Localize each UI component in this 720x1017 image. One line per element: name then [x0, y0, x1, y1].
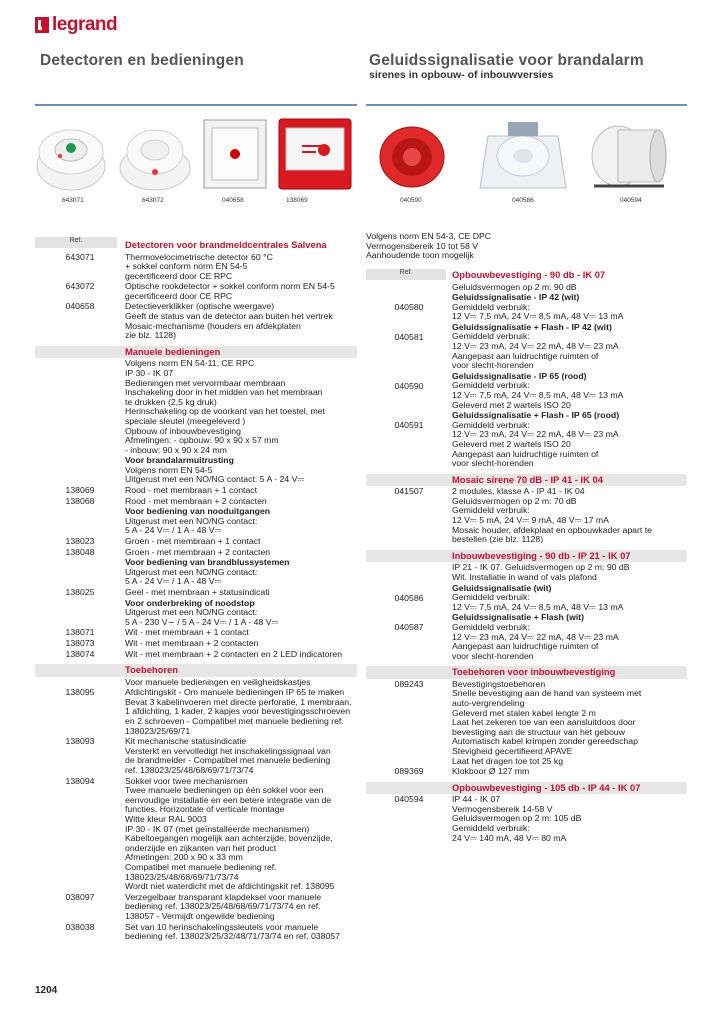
- product-description: 2 modules, klasse A - IP 41 - IK 04 Geluidsvermogen op 2 m: 70 dB Gemiddeld verbruik: 12 V⎓ 5 mA, 24 V⎓ 9 mA, 48 V⎓ 17 mA Mosaic houder, afdekplaat en opbouwkader apart te bestellen (zie blz. 1128): [452, 486, 652, 545]
- section-ref-spacer: [366, 269, 452, 282]
- product-row: [35, 599, 357, 628]
- product-description-block: [452, 293, 687, 322]
- product-description: Wit - met membraan + 2 contacten: [125, 637, 259, 648]
- image-caption: 643072: [142, 197, 164, 204]
- product-description-block: [452, 795, 687, 843]
- product-description: Gemiddeld verbruik: 12 V⎓ 23 mA, 24 V⎓ 22 mA, 48 V⎓ 23 mA Aangepast aan luidruchtige ruimten of voor slecht-horenden: [452, 331, 619, 371]
- product-row: [35, 456, 357, 485]
- product-description-block: [125, 486, 357, 496]
- product-ref: 038038: [65, 921, 95, 932]
- product-description-block: [125, 548, 357, 558]
- product-ref: [35, 558, 125, 587]
- legrand-logo-icon: [35, 17, 49, 33]
- product-subheading: Voor onderbreking of noodstop: [125, 597, 255, 608]
- product-ref: 643072: [65, 281, 95, 292]
- product-ref: 040581: [394, 331, 424, 342]
- product-ref: 038097: [65, 891, 95, 902]
- product-subheading: Voor bediening van nooduitgangen: [125, 506, 271, 517]
- product-description: Wit - met membraan + 2 contacten en 2 LED indicatoren: [125, 648, 343, 659]
- section-header: [366, 666, 687, 679]
- section-title: Inbouwbevestiging - 90 db - IP 21 - IK 07: [452, 549, 631, 561]
- recessed-siren-image: [478, 118, 568, 192]
- product-description-block: [452, 487, 687, 545]
- product-row: [366, 563, 687, 582]
- product-row: [366, 283, 687, 293]
- product-row: [35, 628, 357, 638]
- ref-label: Ref.: [69, 237, 83, 244]
- section-ref-spacer: [366, 666, 452, 679]
- left-page-title: Detectoren en bedieningen: [40, 52, 244, 69]
- product-description: Afdichtingskit - Om manuele bedieningen IP 65 te maken Bevat 3 kabelinvoeren met directe perforatie, 1 membraan, 1 afdichting, 1 kader, 2 kapjes voor bevestigingsschroeven en 2 schroeven - Compatibel met manuele bediening ref. 138023/25/69/71: [125, 687, 352, 736]
- product-description-block: [125, 588, 357, 598]
- product-description-block: [125, 688, 357, 736]
- product-description: IP 44 - IK 07 Vermogensbereik 14-58 V Geluidsvermogen op 2 m: 105 dB Gemiddeld verbruik: 24 V⎓ 140 mA, 48 V⎓ 80 mA: [452, 794, 582, 843]
- product-row: [35, 548, 357, 558]
- product-description-block: [452, 372, 687, 410]
- product-description-block: [452, 563, 687, 582]
- right-title-rule: [366, 104, 687, 106]
- product-row: [366, 795, 687, 843]
- product-row: [35, 688, 357, 736]
- image-caption: 040594: [620, 197, 642, 204]
- section-title: Mosaic sirene 70 dB - IP 41 - IK 04: [452, 473, 603, 485]
- product-row: [35, 678, 357, 688]
- product-description: Bevestigingstoebehoren Snelle bevestiging aan de hand van systeem met auto-vergrendeling Geleverd met stalen kabel lengte 2 m Laat het zekeren toe van een aansluitdoos door bevestiging aan de structuur van het gebouw Automatisch kabel krimpen zonder gereedschap Stevigheid gecertifieerd APAVE Laat het dragen toe tot 25 kg: [452, 678, 642, 766]
- product-ref: 138074: [65, 648, 95, 659]
- product-description: IP 21 - IK 07. Geluidsvermogen op 2 m: 90 dB Wit. Installatie in wand of vals plafond: [452, 562, 630, 582]
- left-product-table: [35, 236, 357, 942]
- product-row: [366, 584, 687, 613]
- section-header: [366, 782, 687, 795]
- product-row: [366, 323, 687, 371]
- right-page-title: Geluidssignalisatie voor brandalarm: [369, 52, 644, 69]
- product-description: Uitgerust met een NO/NG contact: 5 A - 230 V∼ / 5 A - 24 V⎓ / 1 A - 48 V⎓: [125, 607, 279, 627]
- legrand-logo: [35, 14, 117, 36]
- product-description: Detectieverklikker (optische weergave) Geeft de status van de detector aan buiten het vertrek Mosaic-mechanisme (houders en afdekplaten zie blz. 1128): [125, 301, 333, 341]
- product-row: [366, 680, 687, 766]
- product-ref: 040580: [394, 302, 424, 313]
- product-description-block: [125, 507, 357, 536]
- product-row: [35, 507, 357, 536]
- product-description: Volgens norm EN 54-5 Uitgerust met een NO/NG contact: 5 A - 24 V⎓: [125, 464, 305, 485]
- product-row: [35, 282, 357, 301]
- product-description-block: [452, 613, 687, 661]
- image-caption: 138069: [286, 197, 308, 204]
- product-row: [366, 487, 687, 545]
- product-subheading: Geluidssignalisatie (wit): [452, 582, 552, 593]
- product-description: Gemiddeld verbruik: 12 V⎓ 7,5 mA, 24 V⎓ 8,5 mA, 48 V⎓ 13 mA: [452, 592, 624, 612]
- product-description-block: [452, 283, 687, 293]
- product-subheading: Geluidssignalisatie + Flash - IP 42 (wit): [452, 321, 612, 332]
- image-caption: 040586: [512, 197, 534, 204]
- section-header: [35, 239, 357, 252]
- image-caption: 040590: [400, 197, 422, 204]
- image-caption: 643071: [62, 197, 84, 204]
- section-header: [366, 269, 687, 282]
- product-description-block: [125, 737, 357, 775]
- product-description: Rood - met membraan + 1 contact: [125, 485, 258, 496]
- product-description-block: [125, 777, 357, 892]
- product-row: [35, 923, 357, 942]
- product-ref: 138093: [65, 736, 95, 747]
- manual-call-point-image: [276, 116, 356, 192]
- product-row: [35, 253, 357, 282]
- product-description: Thermovelocimetrische detector 60 °C + sokkel conform norm EN 54-5 gecertificeerd door CE RPC: [125, 251, 273, 281]
- section-ref-spacer: [35, 346, 125, 359]
- product-description: Gemiddeld verbruik: 12 V⎓ 7,5 mA, 24 V⎓ 8,5 mA, 48 V⎓ 13 mA: [452, 301, 624, 322]
- product-ref: 138095: [65, 687, 95, 698]
- product-row: [35, 639, 357, 649]
- product-ref: [366, 563, 452, 582]
- product-description: Gemiddeld verbruik: 12 V⎓ 23 mA, 24 V⎓ 22 mA, 48 V⎓ 23 mA Geleverd met 2 wartels ISO 20 Aangepast aan luidruchtige ruimten of voor slecht-horenden: [452, 419, 619, 469]
- product-ref: 643071: [65, 251, 95, 262]
- section-title: Detectoren voor brandmeldcentrales Salvena: [125, 239, 327, 250]
- product-ref: 040591: [394, 420, 424, 431]
- product-description-block: [452, 584, 687, 613]
- product-ref: [35, 456, 125, 485]
- product-row: [35, 359, 357, 455]
- product-ref: 138069: [65, 485, 95, 496]
- product-row: [35, 588, 357, 598]
- product-row: [35, 302, 357, 340]
- section-header: [35, 664, 357, 677]
- product-ref: [35, 359, 125, 455]
- right-page-subtitle: sirenes in opbouw- of inbouwversies: [369, 69, 554, 81]
- section-title: Opbouwbevestiging - 90 db - IK 07: [452, 269, 606, 280]
- product-description: Gemiddeld verbruik: 12 V⎓ 23 mA, 24 V⎓ 22 mA, 48 V⎓ 23 mA Aangepast aan luidruchtige ruimten of voor slecht-horenden: [452, 621, 619, 661]
- product-row: [366, 767, 687, 777]
- section-ref-spacer: [366, 474, 452, 487]
- product-description: Groen - met membraan + 2 contacten: [125, 546, 271, 557]
- product-subheading: Geluidssignalisatie - IP 42 (wit): [452, 292, 580, 303]
- section-ref-spacer: [366, 550, 452, 563]
- product-description: Sokkel voor twee mechanismen Twee manuele bedieningen op één sokkel voor een eenvoudige installatie en een betere integratie van de functies. Horizontale of verticale montage Witte kleur RAL 9003 IP 30 - IK 07 (met geïnstalleerde mechanismen) Kabeltoegangen mogelijk aan achterzijde, bovenzijde, onderzijde en zijkanten van het product Afmetingen: 200 x 90 x 33 mm Compatibel met manuele bediening ref. 138023/25/48/68/69/71/73/74 Wordt niet waterdicht met de afdichtingskit ref. 138095: [125, 775, 335, 892]
- product-description: Voor manuele bedieningen en veiligheidskastjes: [125, 676, 311, 687]
- smoke-detector-image: [117, 124, 193, 194]
- product-ref: 040586: [394, 592, 424, 603]
- right-intro: [366, 232, 686, 261]
- product-ref: 041507: [394, 486, 424, 497]
- product-row: [35, 737, 357, 775]
- product-description-block: [452, 323, 687, 371]
- detection-indicator-image: [202, 118, 268, 190]
- section-header: [35, 346, 357, 359]
- product-row: [35, 650, 357, 660]
- product-description-block: [125, 678, 357, 688]
- red-siren-image: [377, 124, 447, 190]
- intro-line: Aanhoudende toon mogelijk: [366, 250, 474, 261]
- product-description-block: [452, 680, 687, 766]
- product-description-block: [125, 456, 357, 485]
- product-ref: 138068: [65, 495, 95, 506]
- product-subheading: Voor brandalarmuitrusting: [125, 455, 234, 466]
- product-ref: 040658: [65, 301, 95, 312]
- product-ref: 138094: [65, 775, 95, 786]
- product-description-block: [125, 497, 357, 507]
- product-ref: [366, 283, 452, 293]
- product-description: Volgens norm EN 54-11, CE RPC IP 30 - IK 07 Bedieningen met vervormbaar membraan Inschakeling door in het midden van het membraan te drukken (2,5 kg druk) Herinschakeling op de voorkant van het toestel, met speciale sleutel (meegeleverd ) Opbouw of inbouwbevestiging Afmetingen: - opbouw: 90 x 90 x 57 mm - inbouw: 90 x 90 x 24 mm: [125, 358, 325, 455]
- section-ref-spacer: [35, 664, 125, 677]
- product-row: [35, 777, 357, 892]
- page-number: 1204: [35, 985, 58, 996]
- product-row: [35, 497, 357, 507]
- product-description: Groen - met membraan + 1 contact: [125, 536, 261, 547]
- product-description-block: [125, 599, 357, 628]
- product-description: Klokboor Ø 127 mm: [452, 766, 530, 777]
- product-ref: [35, 507, 125, 536]
- product-ref: 138071: [65, 627, 95, 638]
- product-description: Gemiddeld verbruik: 12 V⎓ 7,5 mA, 24 V⎓ 8,5 mA, 48 V⎓ 13 mA Geleverd met 2 wartels ISO 20: [452, 380, 624, 410]
- image-caption: 040658: [222, 197, 244, 204]
- product-description-block: [125, 893, 357, 922]
- product-description-block: [452, 411, 687, 469]
- product-ref: 040587: [394, 622, 424, 633]
- product-row: [35, 558, 357, 587]
- section-header: [366, 550, 687, 563]
- product-description: Geluidsvermogen op 2 m: 90 dB: [452, 281, 577, 292]
- product-ref: 138073: [65, 637, 95, 648]
- product-description: Geel - met membraan + statusindicati: [125, 587, 270, 597]
- heat-detector-image: [34, 122, 108, 194]
- section-title: Manuele bedieningen: [125, 345, 221, 357]
- section-ref-spacer: [35, 239, 125, 252]
- section-header: [366, 474, 687, 487]
- product-subheading: Geluidssignalisatie + Flash (wit): [452, 612, 585, 623]
- product-description: Set van 10 herinschakelingssleutels voor manuele bediening ref. 138023/25/32/48/71/73/74 en ref. 038057: [125, 921, 340, 942]
- product-description: Verzegelbaar transparant klapdeksel voor manuele bediening ref. 138023/25/48/68/69/71/73/74 en ref. 138057 - Vermijdt ongewilde bediening: [125, 891, 322, 921]
- product-row: [366, 613, 687, 661]
- product-description: Rood - met membraan + 2 contacten: [125, 495, 267, 506]
- product-description-block: [125, 923, 357, 942]
- intro-line: Vermogensbereik 10 tot 58 V: [366, 240, 479, 251]
- product-subheading: Voor bediening van brandblussystemen: [125, 557, 290, 568]
- intro-line: Volgens norm EN 54-3, CE DPC: [366, 231, 492, 241]
- product-description-block: [125, 639, 357, 649]
- product-ref: [35, 678, 125, 688]
- right-product-table: [366, 266, 687, 843]
- product-ref: 040590: [394, 380, 424, 391]
- section-title: Toebehoren voor inbouwbevestiging: [452, 666, 616, 678]
- product-ref: 089369: [394, 766, 424, 777]
- product-ref: 138048: [65, 546, 95, 557]
- product-description-block: [125, 282, 357, 301]
- product-ref: 089243: [394, 678, 424, 689]
- product-ref: 138023: [65, 536, 95, 547]
- product-row: [35, 537, 357, 547]
- section-ref-spacer: [366, 782, 452, 795]
- product-description-block: [125, 650, 357, 660]
- product-description-block: [125, 302, 357, 340]
- product-description-block: [125, 537, 357, 547]
- product-description-block: [452, 767, 687, 777]
- brand-name: legrand: [52, 14, 118, 35]
- product-description-block: [125, 558, 357, 587]
- product-row: [366, 372, 687, 410]
- product-description: Uitgerust met een NO/NG contact: 5 A - 24 V⎓ / 1 A - 48 V⎓: [125, 515, 258, 536]
- product-row: [366, 293, 687, 322]
- product-subheading: Geluidssignalisatie + Flash - IP 65 (rood): [452, 410, 620, 421]
- product-description-block: [125, 628, 357, 638]
- left-title-rule: [35, 104, 357, 106]
- product-row: [35, 893, 357, 922]
- product-description: Optische rookdetector + sokkel conform norm EN 54-5 gecertificeerd door CE RPC: [125, 281, 335, 301]
- product-row: [366, 411, 687, 469]
- product-ref: 040594: [394, 794, 424, 805]
- product-ref: [35, 599, 125, 628]
- ref-label: Ref.: [399, 269, 413, 276]
- product-subheading: Geluidssignalisatie - IP 65 (rood): [452, 370, 587, 381]
- section-title: Toebehoren: [125, 664, 178, 676]
- product-description: Wit - met membraan + 1 contact: [125, 627, 249, 638]
- product-description-block: [125, 359, 357, 455]
- product-ref: 138025: [65, 587, 95, 597]
- product-description: Kit mechanische statusindicatie Versterkt en vervolledigt het inschakelingssignaal van de brandmelder - Compatibel met manuele bediening ref. 138023/25/48/68/69/71/73/74: [125, 736, 331, 775]
- product-description: Uitgerust met een NO/NG contact: 5 A - 24 V⎓ / 1 A - 48 V⎓: [125, 566, 258, 587]
- horn-siren-image: [588, 120, 670, 194]
- product-row: [35, 486, 357, 496]
- section-title: Opbouwbevestiging - 105 db - IP 44 - IK 07: [452, 781, 641, 793]
- product-description-block: [125, 253, 357, 282]
